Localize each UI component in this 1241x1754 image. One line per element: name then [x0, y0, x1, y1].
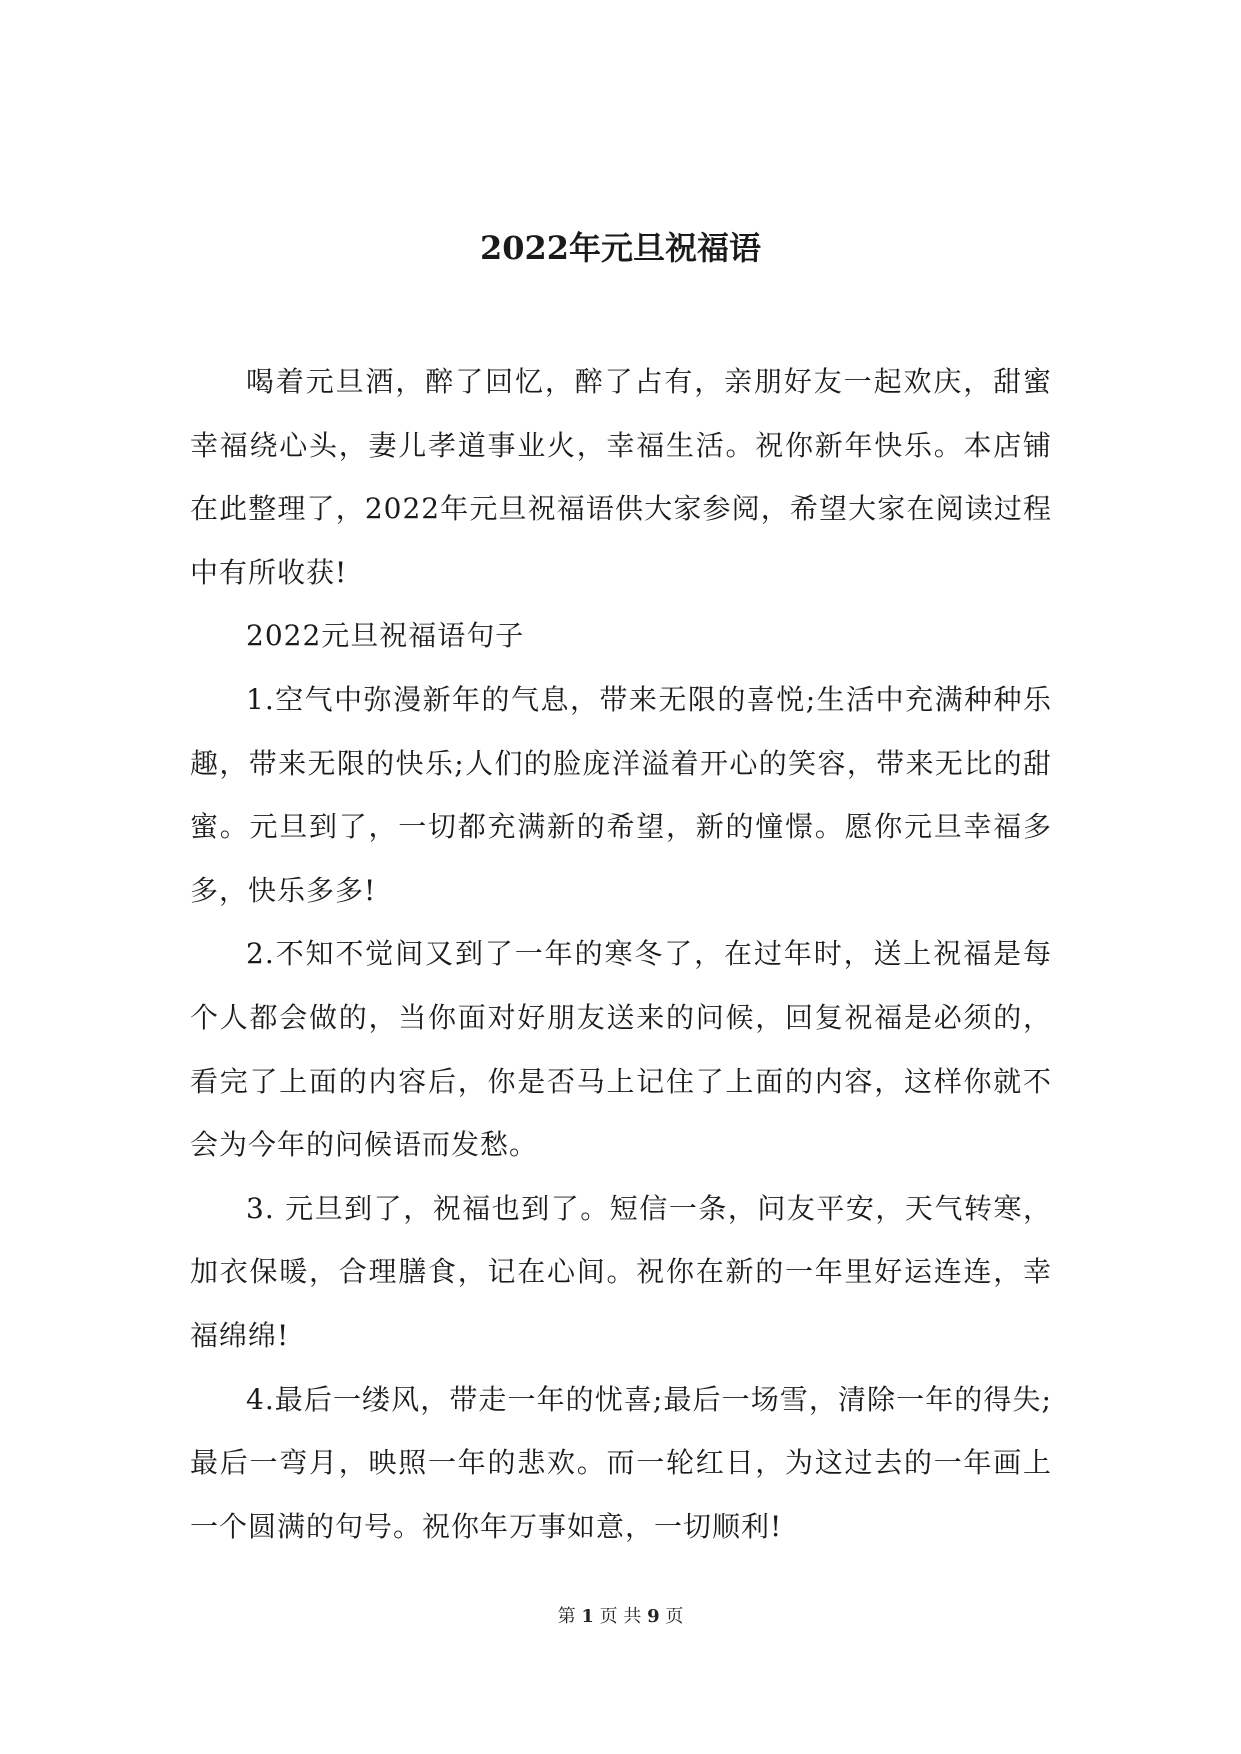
section-heading: 2022元旦祝福语句子	[246, 619, 525, 653]
footer-prefix: 第	[557, 1606, 576, 1627]
intro-paragraph: 喝着元旦酒，醉了回忆，醉了占有，亲朋好友一起欢庆，甜蜜幸福绕心头，妻儿孝道事业火，幸福生活。祝你新年快乐。本店铺在此整理了，2022年元旦祝福语供大家参阅，希望大家在阅读过程中有所收获!	[190, 365, 1052, 589]
document-body	[190, 350, 1052, 1558]
greeting-paragraph-2: 2.不知不觉间又到了一年的寒冬了，在过年时，送上祝福是每个人都会做的，当你面对好朋友送来的问候，回复祝福是必须的，看完了上面的内容后，你是否马上记住了上面的内容，这样你就不会为今年的问候语而发愁。	[190, 937, 1052, 1162]
greeting-paragraph-4: 4.最后一缕风，带走一年的忧喜;最后一场雪，清除一年的得失;最后一弯月，映照一年的悲欢。而一轮红日，为这过去的一年画上一个圆满的句号。祝你年万事如意，一切顺利!	[190, 1382, 1052, 1543]
page-title: 2022年元旦祝福语	[479, 229, 762, 267]
greeting-paragraph-3: 3. 元旦到了，祝福也到了。短信一条，问友平安，天气转寒，加衣保暖，合理膳食，记在心间。祝你在新的一年里好运连连，幸福绵绵!	[190, 1191, 1052, 1352]
current-page-number: 1	[581, 1606, 594, 1627]
page-footer	[0, 1604, 1241, 1630]
total-pages-number: 9	[647, 1606, 660, 1627]
greeting-paragraph-1: 1.空气中弥漫新年的气息，带来无限的喜悦;生活中充满种种乐趣，带来无限的快乐;人们的脸庞洋溢着开心的笑容，带来无比的甜蜜。元旦到了，一切都充满新的希望，新的憧憬。愿你元旦幸福多多，快乐多多!	[190, 682, 1052, 907]
footer-suffix: 页	[665, 1606, 684, 1627]
footer-middle: 页 共	[599, 1606, 642, 1627]
